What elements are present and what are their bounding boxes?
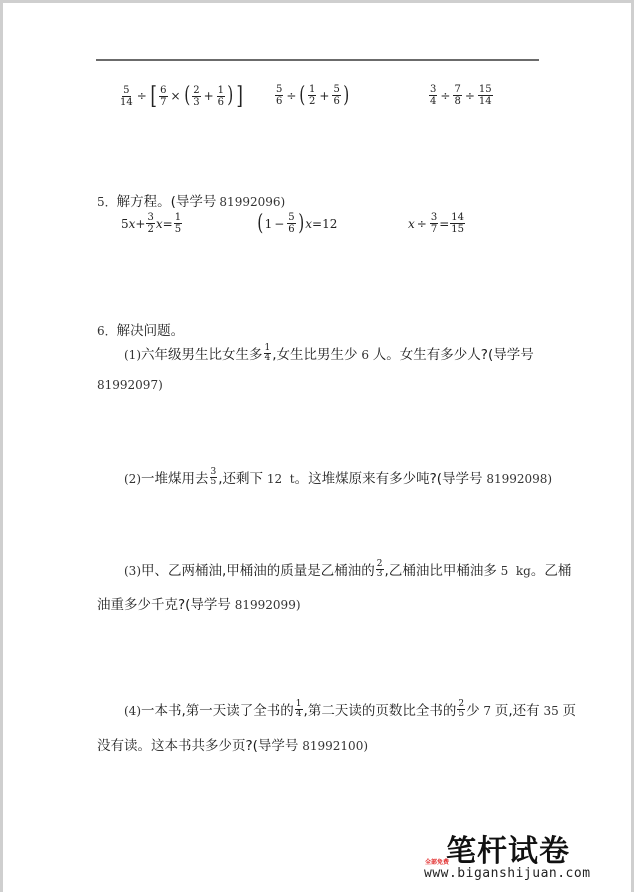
fraction: $\frac{3}{7}$	[430, 212, 438, 235]
right-paren: )	[343, 82, 350, 108]
fraction: $\frac{1}{4}$	[264, 342, 271, 363]
fraction: $\frac{1}{5}$	[174, 212, 182, 235]
fraction: $\frac{1}{4}$	[295, 698, 302, 719]
fraction: $\frac{2}{3}$	[193, 84, 200, 108]
fraction: $\frac{5}{14}$	[120, 84, 133, 108]
fraction: $\frac{15}{14}$	[478, 84, 492, 107]
fraction: $\frac{5}{6}$	[276, 84, 283, 107]
problem-3-line-2: 油重多少千克?(导学号 81992099)	[97, 597, 301, 613]
divide-sign: ÷	[286, 88, 297, 103]
watermark-url: www.biganshijuan.com	[424, 866, 591, 881]
fraction: $\frac{3}{5}$	[210, 466, 217, 487]
problem-1-line-1: (1)六年级男生比女生多 $\frac{1}{4}$ ,女生比男生少 6 人。女生有多少人?(导学号	[124, 342, 534, 363]
left-paren: (	[183, 83, 190, 108]
problem-1-line-2: 81992097)	[97, 378, 163, 392]
problem-4-line-2: 没有读。这本书共多少页?(导学号 81992100)	[97, 738, 369, 754]
fraction: $\frac{1}{6}$	[217, 84, 225, 108]
watermark-brand: 笔杆试卷	[446, 834, 570, 869]
plus-sign: +	[203, 89, 214, 103]
times-sign: ×	[170, 89, 181, 103]
page-frame-top	[0, 0, 634, 3]
divide-sign: ÷	[136, 89, 147, 103]
divide-sign: ÷	[440, 88, 451, 103]
fraction: $\frac{1}{2}$	[309, 84, 316, 107]
page-frame-left	[0, 0, 3, 892]
q6-heading: 6．解决问题。	[97, 323, 185, 339]
right-paren: )	[227, 83, 234, 108]
equation-1: 5 x + $\frac{3}{2}$ x = $\frac{1}{5}$	[121, 212, 182, 235]
fraction: $\frac{3}{2}$	[147, 212, 154, 235]
problem-4-line-1: (4)一本书,第一天读了全书的 $\frac{1}{4}$ ,第二天读的页数比全书的 $\frac{2}{5}$ 少 7 页,还有 35 页	[124, 698, 577, 719]
header-rule	[96, 59, 539, 61]
fraction: $\frac{7}{8}$	[454, 84, 461, 107]
left-bracket: [	[150, 82, 157, 110]
fraction: $\frac{5}{6}$	[288, 212, 295, 235]
right-paren: )	[297, 210, 304, 236]
left-paren: (	[299, 82, 306, 108]
q5-heading: 5．解方程。(导学号 81992096)	[97, 194, 286, 210]
equation-2: ( 1 − $\frac{5}{6}$ ) x =12	[257, 210, 338, 236]
plus-sign: +	[319, 88, 330, 103]
calc-expression-2	[274, 84, 350, 107]
problem-2-line-1: (2)一堆煤用去 $\frac{3}{5}$ ,还剩下 12 t。这堆煤原来有多少吨?(导学号 81992098)	[124, 466, 553, 487]
calc-expression-1	[118, 84, 244, 108]
fraction: $\frac{6}{7}$	[160, 84, 167, 108]
watermark-free-tag: 全部免费	[425, 859, 450, 866]
fraction: $\frac{2}{5}$	[458, 698, 465, 719]
equation-3: x ÷ $\frac{3}{7}$ = $\frac{14}{15}$	[408, 212, 465, 235]
fraction: $\frac{3}{4}$	[430, 84, 437, 107]
fraction: $\frac{2}{3}$	[376, 558, 383, 579]
left-paren: (	[257, 210, 264, 236]
right-bracket: ]	[236, 82, 243, 110]
fraction: $\frac{14}{15}$	[451, 212, 465, 235]
divide-sign: ÷	[464, 88, 475, 103]
calc-expression-3	[428, 84, 494, 107]
problem-3-line-1: (3)甲、乙两桶油,甲桶油的质量是乙桶油的 $\frac{2}{3}$ ,乙桶油比甲桶油多 5 kg。乙桶	[124, 558, 572, 579]
fraction: $\frac{5}{6}$	[333, 84, 340, 107]
